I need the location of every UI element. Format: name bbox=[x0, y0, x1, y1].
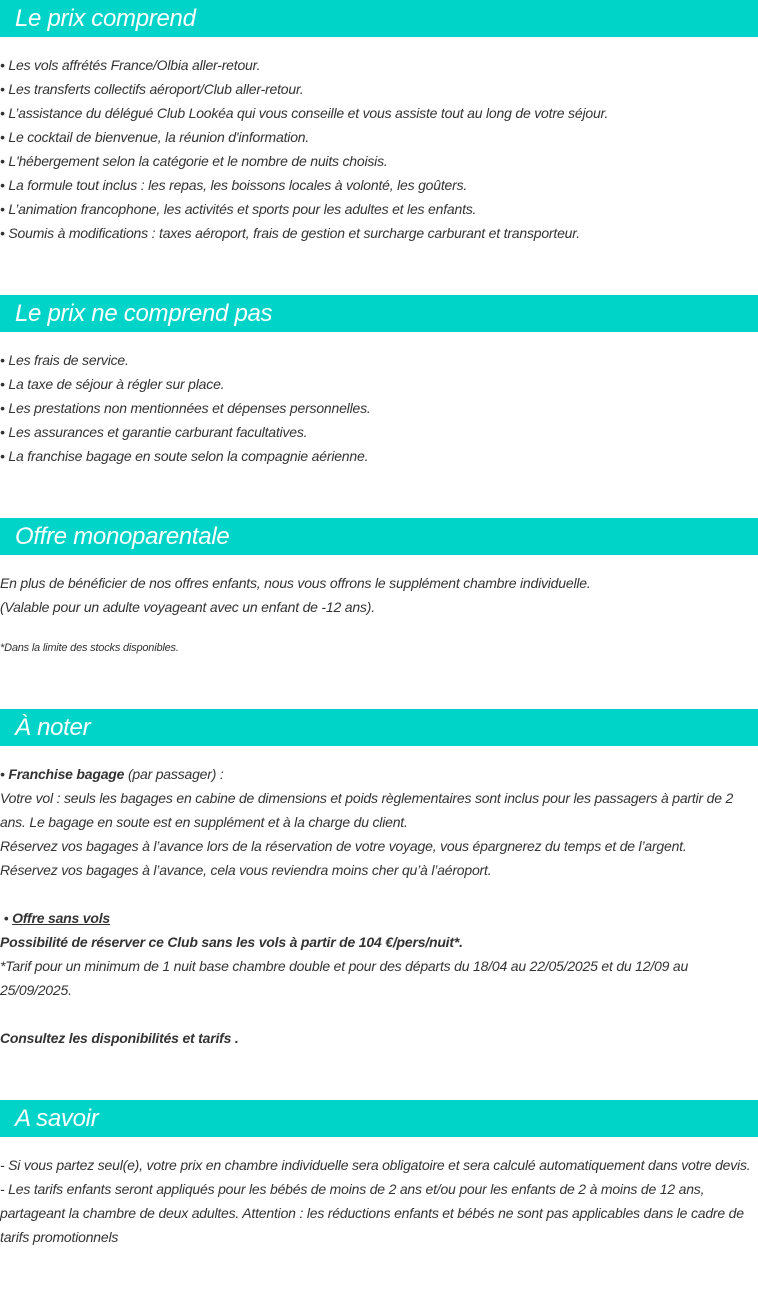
list-item: • La taxe de séjour à régler sur place. bbox=[0, 376, 225, 392]
info-paragraph: - Les tarifs enfants seront appliqués pour les bébés de moins de 2 ans et/ou pour les enfants de 2 à moins de 12 ans, partageant la chambre de deux adultes. Attention : les réductions enfants et bébés ne sont pas applicables dans le cadre de tarifs promotionnels bbox=[0, 1181, 744, 1245]
section-header-good-to-know: A savoir bbox=[0, 1100, 758, 1137]
list-item: • Les assurances et garantie carburant facultatives. bbox=[0, 424, 308, 440]
offer-text bbox=[0, 906, 755, 1002]
included-list bbox=[0, 53, 755, 245]
consult-availability-link[interactable]: Consultez les disponibilités et tarifs . bbox=[0, 1030, 239, 1046]
list-item: • Les prestations non mentionnées et dépenses personnelles. bbox=[0, 400, 371, 416]
baggage-text: Votre vol : seuls les bagages en cabine de dimensions et poids règlementaires sont inclus pour les passagers à partir de 2 ans. Le bagage en soute est en supplément et à la charge du client. bbox=[0, 790, 734, 830]
list-item: • Le cocktail de bienvenue, la réunion d'information. bbox=[0, 129, 310, 145]
good-to-know-text bbox=[0, 1153, 755, 1249]
offer-price: Possibilité de réserver ce Club sans les vols à partir de 104 €/pers/nuit*. bbox=[0, 934, 463, 950]
baggage-text: Réservez vos bagages à l’avance lors de la réservation de votre voyage, vous épargnerez du temps et de l’argent. bbox=[0, 838, 687, 854]
section-header-notes: À noter bbox=[0, 709, 758, 746]
list-item: • La franchise bagage en soute selon la compagnie aérienne. bbox=[0, 448, 369, 464]
stock-note: *Dans la limite des stocks disponibles. bbox=[0, 642, 179, 654]
list-item: • Les vols affrétés France/Olbia aller-retour. bbox=[0, 57, 261, 73]
section-header-not-included: Le prix ne comprend pas bbox=[0, 295, 758, 332]
single-parent-text bbox=[0, 571, 755, 619]
not-included-list bbox=[0, 348, 755, 468]
offer-link[interactable]: Offre sans vols bbox=[12, 910, 110, 926]
baggage-text: Réservez vos bagages à l’avance, cela vous reviendra moins cher qu’à l’aéroport. bbox=[0, 862, 492, 878]
list-item: • Soumis à modifications : taxes aéroport, frais de gestion et surcharge carburant et transporteur. bbox=[0, 225, 580, 241]
baggage-label: Franchise bagage bbox=[8, 766, 125, 782]
list-item: • L'hébergement selon la catégorie et le nombre de nuits choisis. bbox=[0, 153, 388, 169]
offer-conditions: *Tarif pour un minimum de 1 nuit base chambre double et pour des départs du 18/04 au 22/05/2025 et du 12/09 au 25/09/2025. bbox=[0, 958, 689, 998]
info-paragraph: - Si vous partez seul(e), votre prix en chambre individuelle sera obligatoire et sera calculé automatiquement dans votre devis. bbox=[0, 1157, 751, 1173]
section-header-single-parent: Offre monoparentale bbox=[0, 518, 758, 555]
list-item: • Les transferts collectifs aéroport/Club aller-retour. bbox=[0, 81, 304, 97]
list-item: • L’assistance du délégué Club Lookéa qui vous conseille et vous assiste tout au long de votre séjour. bbox=[0, 105, 609, 121]
offer-description: En plus de bénéficier de nos offres enfants, nous vous offrons le supplément chambre individuelle. bbox=[0, 575, 591, 591]
baggage-heading: • Franchise bagage (par passager) : bbox=[0, 766, 224, 782]
offer-condition: (Valable pour un adulte voyageant avec un enfant de -12 ans). bbox=[0, 599, 375, 615]
list-item: • Les frais de service. bbox=[0, 352, 129, 368]
section-header-included: Le prix comprend bbox=[0, 0, 758, 37]
list-item: • L’animation francophone, les activités et sports pour les adultes et les enfants. bbox=[0, 201, 477, 217]
notes-text bbox=[0, 762, 755, 882]
offer-heading: • Offre sans vols bbox=[0, 910, 110, 926]
list-item: • La formule tout inclus : les repas, les boissons locales à volonté, les goûters. bbox=[0, 177, 468, 193]
